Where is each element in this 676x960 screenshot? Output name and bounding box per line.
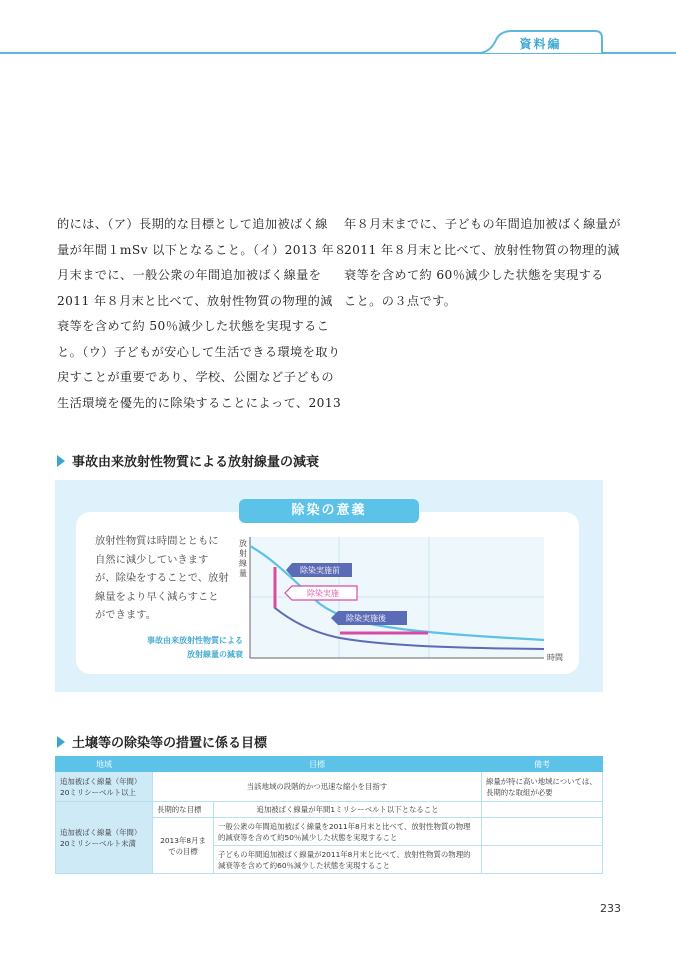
curve-caption-line: 事故由来放射性物質による [147,636,243,645]
triangle-bullet-icon [57,736,65,748]
figure-card-title: 除染の意義 [239,499,419,523]
table-header: 備考 [482,757,603,772]
term-label-cell: 2013年8月までの目標 [153,818,214,874]
body-line: 戻すことが重要であり、学校、公園など子どもの [57,370,334,384]
y-axis-label-char: 射 [239,549,247,558]
figure-description-line: 自然に減少していきます [95,553,209,566]
label-before: 除染実施前 [300,566,340,575]
body-line: 2011 年８月末と比べて、放射性物質の物理的減 [57,293,333,308]
body-line: と。（ウ）子どもが安心して生活できる環境を取り [57,344,341,359]
y-axis-label-char: 量 [239,569,247,578]
label-during: 除染実施 [307,589,339,598]
note-cell [482,818,603,846]
region-cell: 追加被ばく線量（年間）20ミリシーベルト未満 [56,802,153,874]
curve-caption-line: 放射線量の減衰 [187,650,243,659]
goal-cell: 追加被ばく線量が年間1ミリシーベルト以下となること [214,802,482,818]
body-line: 的には、（ア）長期的な目標として追加被ばく線 [57,217,328,231]
figure-description-line: ができます。 [95,609,156,621]
body-line: 衰等を含めて約 60％減少した状態を実現する [344,268,604,282]
table-section-title [57,732,267,751]
x-axis-label: 時間 [547,653,563,662]
table-row [56,772,603,802]
body-line: 衰等を含めて約 50％減少した状態を実現するこ [57,319,330,333]
goals-table [55,756,603,874]
table-section-title-text: 土壌等の除染等の措置に係る目標 [72,736,268,751]
body-line: 2011 年８月末と比べて、放射性物質の物理的減 [344,242,620,257]
table-header-row [56,757,603,772]
y-axis-label-char: 放 [239,539,247,548]
term-label-cell: 長期的な目標 [153,802,214,818]
body-line: 月末までに、一般公衆の年間追加被ばく線量を [57,268,322,282]
figure-description-line: 放射性物質は時間とともに [95,535,219,547]
body-line: 生活環境を優先的に除染することによって、2013 [57,395,342,410]
body-line: 量が年間１mSv 以下となること。（イ）2013 年８ [57,242,347,257]
table-header: 目標 [153,757,482,772]
y-axis-label-char: 線 [239,559,247,568]
table-row [56,802,603,818]
goal-cell: 子どもの年間追加被ばく線量が2011年8月末と比べて、放射性物質の物理的減衰等を含めて約60％減少した状態を実現すること [214,846,482,874]
label-after: 除染実施後 [346,614,386,623]
region-cell: 追加被ばく線量（年間）20ミリシーベルト以上 [56,772,153,802]
figure-section-title-text: 事故由来放射性物質による放射線量の減衰 [72,455,320,470]
table-header: 地域 [56,757,153,772]
body-line: こと。の３点です。 [344,293,457,308]
goal-cell: 当該地域の段階的かつ迅速な縮小を目指す [153,772,482,802]
y-axis-label [239,538,247,578]
section-tab-label: 資料編 [519,37,562,51]
note-cell [482,802,603,818]
note-cell [482,846,603,874]
figure-description-line: 線量をより早く減らすこと [95,590,219,603]
goal-cell: 一般公衆の年間追加被ばく線量を2011年8月末と比べて、放射性物質の物理的減衰等を含めて約50％減少した状態を実現すること [214,818,482,846]
note-cell: 線量が特に高い地域については、長期的な取組が必要 [482,772,603,802]
page-number: 233 [600,902,621,915]
figure-description-line: が、除染をすることで、放射 [95,572,229,584]
body-line: 年８月末までに、子どもの年間追加被ばく線量が [344,217,621,231]
